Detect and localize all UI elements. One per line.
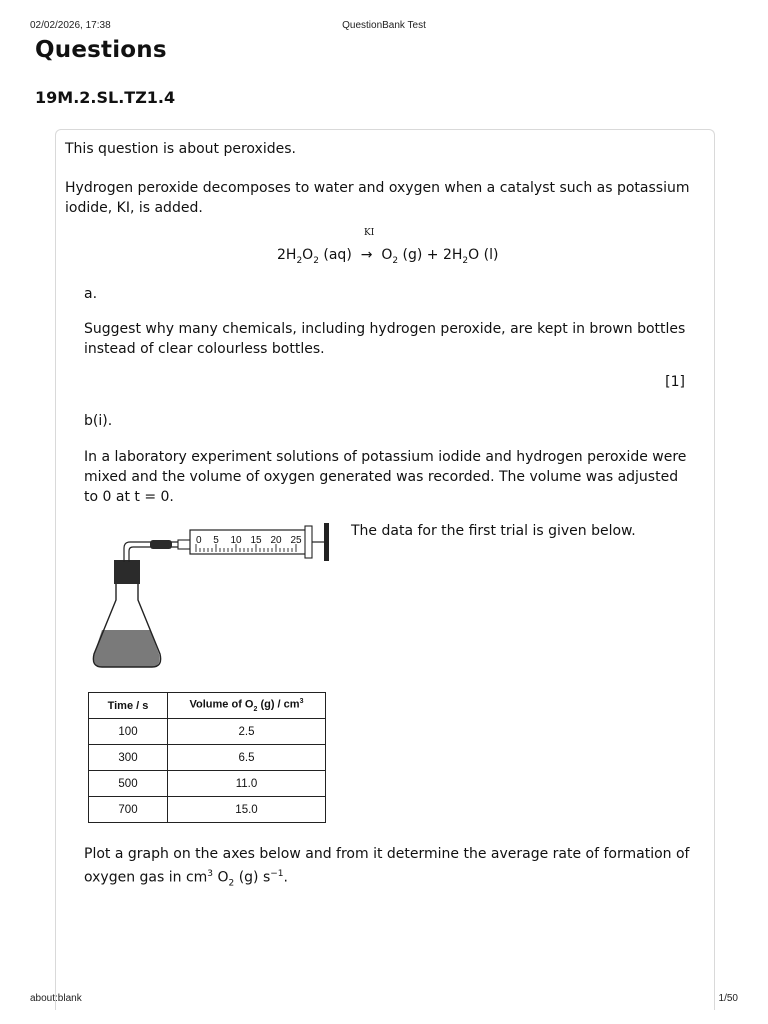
- data-table: [88, 692, 326, 823]
- final-sub: 2: [228, 878, 235, 889]
- gas-syringe-apparatus: [86, 518, 336, 673]
- print-doc-title: QuestionBank Test: [342, 20, 426, 31]
- eq-product1-state: (g) + 2H: [398, 247, 463, 263]
- part-bi-label: b(i).: [84, 413, 113, 429]
- table-row: [89, 797, 326, 823]
- syringe-plunger: [305, 526, 312, 558]
- table-row: [89, 719, 326, 745]
- header-time: Time / s: [89, 693, 168, 719]
- scale-label: 0: [196, 535, 202, 546]
- table-row: [89, 771, 326, 797]
- final-end: .: [283, 869, 288, 886]
- volume-cell: 6.5: [168, 745, 326, 771]
- header-volume-mid: (g) / cm: [257, 698, 300, 711]
- eq-arrow: →: [360, 247, 373, 263]
- final-mid: O: [213, 869, 229, 886]
- eq-product1: O: [381, 247, 393, 263]
- time-cell: 300: [89, 745, 168, 771]
- part-a-text: Suggest why many chemicals, including hydrogen peroxide, are kept in brown bottles instead of clear colourless bottles.: [84, 321, 686, 357]
- volume-cell: 2.5: [168, 719, 326, 745]
- question-intro: This question is about peroxides.: [65, 141, 296, 157]
- volume-cell: 11.0: [168, 771, 326, 797]
- table-header-row: [89, 693, 326, 719]
- chemical-equation: [277, 245, 498, 271]
- print-page-number: 1/50: [718, 993, 738, 1004]
- final-sup2: −1: [270, 869, 284, 879]
- scale-label: 25: [290, 535, 302, 546]
- eq-sub: 2: [392, 255, 399, 266]
- eq-sub: 2: [296, 255, 303, 266]
- scale-label: 20: [270, 535, 282, 546]
- header-volume-sub: 2: [253, 705, 258, 713]
- eq-reactant-state: (aq): [318, 247, 352, 263]
- data-note: The data for the first trial is given below.: [351, 523, 636, 539]
- print-datetime: 02/02/2026, 17:38: [30, 20, 111, 31]
- eq-reactant-mid: O: [302, 247, 314, 263]
- part-a-label: a.: [84, 286, 98, 302]
- equation-catalyst: KI: [364, 228, 375, 238]
- eq-reactant-coef: 2H: [277, 247, 297, 263]
- header-volume: [168, 693, 326, 719]
- eq-sub: 2: [462, 255, 469, 266]
- plot-instruction: [84, 844, 699, 893]
- question-code: 19M.2.SL.TZ1.4: [35, 88, 176, 107]
- final-sup1: 3: [207, 869, 214, 879]
- time-cell: 500: [89, 771, 168, 797]
- time-cell: 700: [89, 797, 168, 823]
- table-row: [89, 745, 326, 771]
- header-volume-pre: Volume of O: [189, 698, 254, 711]
- scale-label: 5: [213, 535, 219, 546]
- print-footer: [30, 993, 738, 1007]
- question-intro-2: Hydrogen peroxide decomposes to water and oxygen when a catalyst such as potassium iodide, KI, is added.: [65, 180, 690, 216]
- flask-stopper: [114, 560, 140, 584]
- page-title: Questions: [35, 37, 167, 63]
- print-header: [30, 20, 738, 34]
- final-mid2: (g) s: [234, 869, 271, 886]
- scale-label: 15: [250, 535, 262, 546]
- print-url: about:blank: [30, 993, 82, 1004]
- tube-connector: [150, 540, 172, 549]
- part-bi-text: In a laboratory experiment solutions of potassium iodide and hydrogen peroxide were mixed and the volume of oxygen generated was recorded. The volume was adjusted to 0 at t = 0.: [84, 449, 687, 505]
- scale-label: 10: [230, 535, 242, 546]
- syringe-handle: [324, 523, 329, 561]
- eq-sub: 2: [313, 255, 319, 266]
- time-cell: 100: [89, 719, 168, 745]
- part-a-marks: [1]: [665, 374, 685, 390]
- volume-cell: 15.0: [168, 797, 326, 823]
- flask-liquid: [94, 630, 160, 667]
- header-volume-sup: 3: [299, 698, 304, 706]
- final-pre: Plot a graph on the axes below and from it determine the average rate of formation of oxygen gas in cm: [84, 846, 690, 886]
- eq-product2-tail: O (l): [468, 247, 499, 263]
